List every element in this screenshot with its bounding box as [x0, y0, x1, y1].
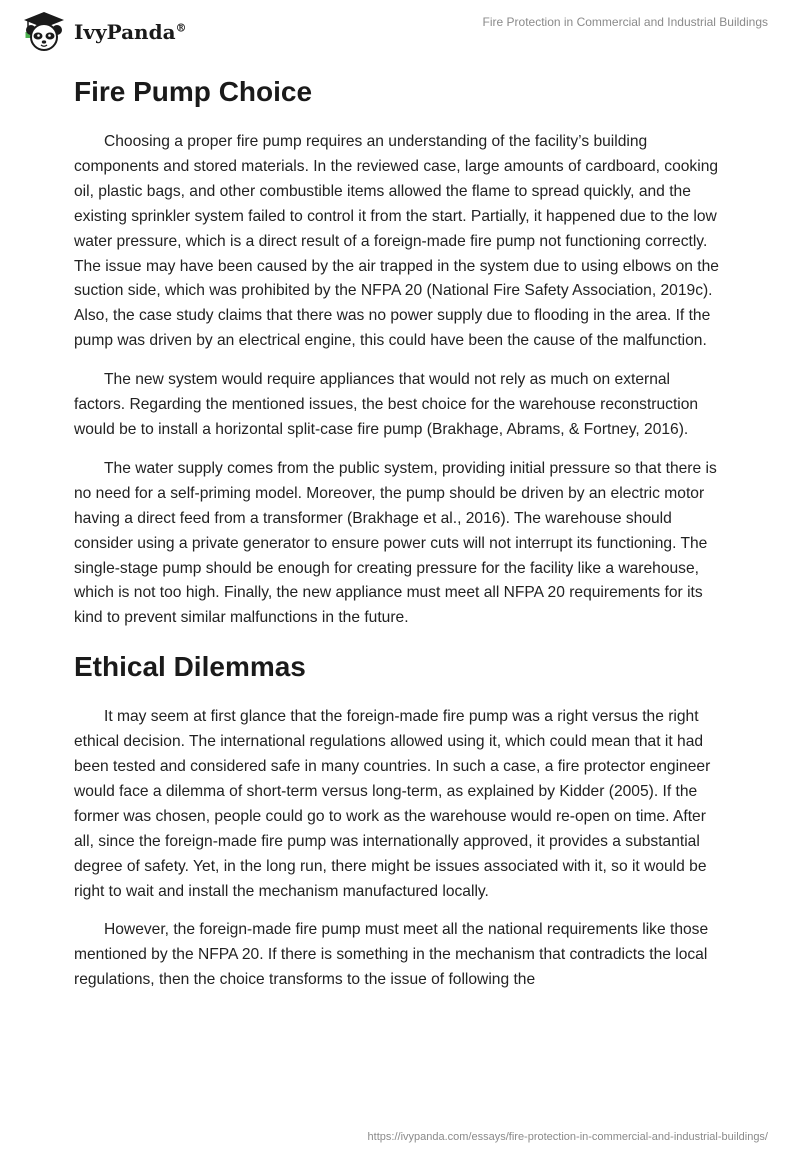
- paragraph: The water supply comes from the public system, providing initial pressure so that there is no need for a self-priming model. Moreover, the pump should be driven by an electric motor having a direct feed from a transformer (Brakhage et al., 2016). The warehouse should consider using a private generator to ensure power cuts will not interrupt its functioning. The single-stage pump should be enough for creating pressure for the facility like a warehouse, which is not too high. Finally, the new appliance must meet all NFPA 20 requirements for its kind to prevent similar malfunctions in the future.: [74, 459, 717, 627]
- document-title: Fire Protection in Commercial and Industrial Buildings: [482, 15, 768, 29]
- paragraph: The new system would require appliances that would not rely as much on external factors. Regarding the mentioned issues, the best choice for the warehouse reconstruction would be to install a horizontal split-case fire pump (Brakhage, Abrams, & Fortney, 2016).: [74, 371, 699, 438]
- paragraph: However, the foreign-made fire pump must meet all the national requirements like those mentioned by the NFPA 20. If there is something in the mechanism that contradicts the local regulations, then the choice transforms to the issue of following the: [74, 921, 709, 989]
- paragraph: It may seem at first glance that the foreign-made fire pump was a right versus the right ethical decision. The international regulations allowed using it, which could mean that it had been tested and considered safe in many countries. In such a case, a fire protector engineer would face a dilemma of short-term versus long-term, as explained by Kidder (2005). If the former was chosen, people could go to work as the warehouse would re-open on time. After all, since the foreign-made fire pump was internationally approved, it provides a substantial degree of safety. Yet, in the long run, there might be issues associated with it, so it would be right to wait and install the mechanism manufactured locally.: [74, 708, 711, 900]
- ivypanda-logo[interactable]: [16, 8, 187, 54]
- section-heading-fire-pump-choice: Fire Pump Choice: [74, 76, 313, 107]
- source-url[interactable]: https://ivypanda.com/essays/fire-protection-in-commercial-and-industrial-buildings/: [367, 1131, 768, 1143]
- section-heading-ethical-dilemmas: Ethical Dilemmas: [74, 651, 306, 683]
- essay-content: [74, 70, 724, 1007]
- logo-text: IvyPanda®: [74, 20, 187, 44]
- page-header: [0, 0, 800, 60]
- paragraph: Choosing a proper fire pump requires an understanding of the facility’s building components and stored materials. In the reviewed case, large amounts of cardboard, cooking oil, plastic bags, and other combustible items allowed the flame to spread quickly, and the existing sprinkler system failed to control it from the start. Partially, it happened due to the low water pressure, which is a direct result of a foreign-made fire pump not functioning correctly. The issue may have been caused by the air trapped in the system due to using elbows on the suction side, which was prohibited by the NFPA 20 (National Fire Safety Association, 2019c). Also, the case study claims that there was no power supply due to flooding in the area. If the pump was driven by an electrical engine, this could have been the cause of the malfunction.: [74, 133, 719, 350]
- panda-graduation-cap-icon: [16, 8, 72, 54]
